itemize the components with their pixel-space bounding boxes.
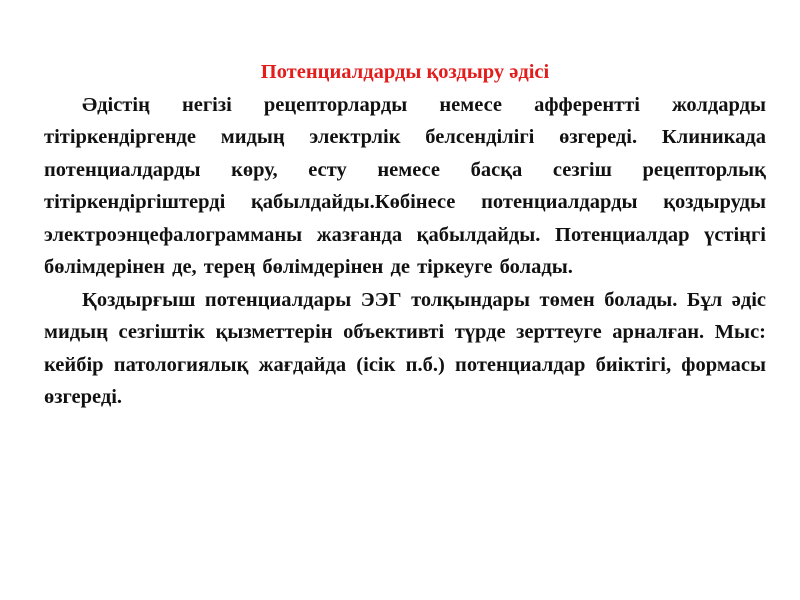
slide-title: Потенциалдарды қоздыру әдісі [260, 61, 550, 83]
paragraph-method-basis: Әдістің негізі рецепторларды немесе афферентті жолдарды тітіркендіргенде мидың электрлік белсенділігі өзгереді. Клиникада потенциалдарды көру, есту немесе басқа сезгіш рецепторлық тітіркендіргіштерді қабылдайды.Көбінесе потенциалдарды қоздыруды электроэнцефалограмманы жазғанда қабылдайды. Потенциалдар үстіңгі бөлімдерінен де, терең бөлімдерінен де тіркеуге болады. [44, 93, 766, 278]
slide-content [44, 56, 766, 414]
paragraph-evoked-potentials: Қоздырғыш потенциалдары ЭЭГ толқындары төмен болады. Бұл әдіс мидың сезгіштік қызметтерін объективті түрде зерттеуге арналған. Мыс: кейбір патологиялық жағдайда (ісік п.б.) потенциалдар биіктігі, формасы өзгереді. [44, 288, 766, 408]
